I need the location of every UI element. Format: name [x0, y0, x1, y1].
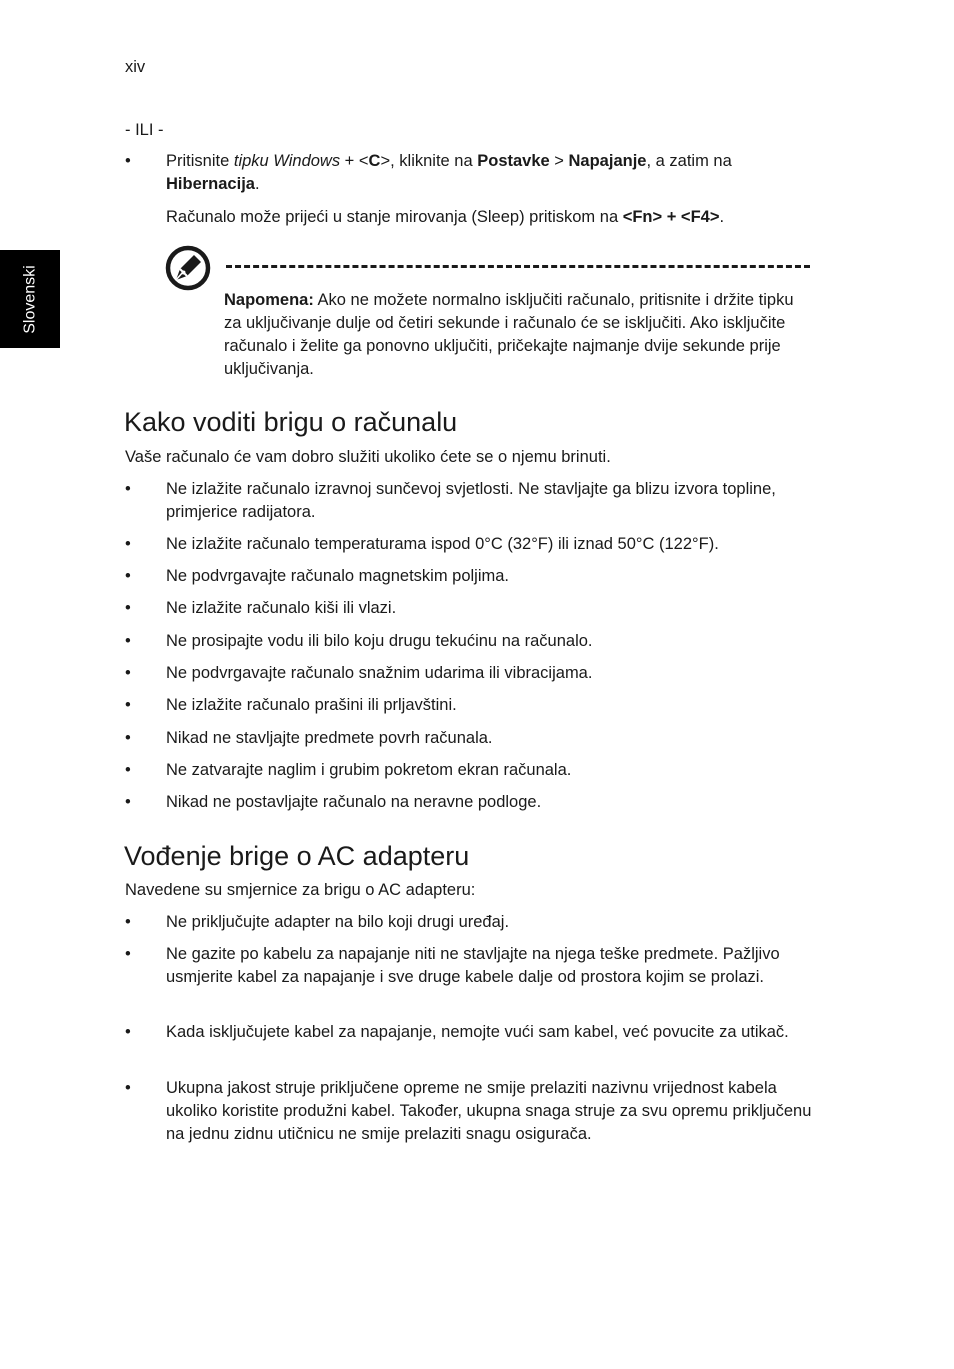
list-item-text: Ne zatvarajte naglim i grubim pokretom ekran računala.: [166, 761, 572, 779]
list-item-text: Ukupna jakost struje priključene opreme ne smije prelaziti nazivnu vrijednost kabela ukoliko koristite produžni kabel. Također, ukupna snaga struje za svu opremu priključenu na jednu zidnu utičnicu ne smije prelaziti snagu osigurača.: [166, 1079, 812, 1143]
hibernate-text-run: C: [368, 152, 381, 170]
list-item-text: Ne priključujte adapter na bilo koji drugi uređaj.: [166, 913, 510, 931]
bullet: •: [125, 1079, 131, 1097]
sleep-text: Računalo može prijeći u stanje mirovanja (Sleep) pritiskom na: [166, 208, 623, 226]
list-item-text: Ne izlažite računalo izravnoj sunčevoj svjetlosti. Ne stavljajte ga blizu izvora topline, primjerice radijatora.: [166, 480, 776, 521]
or-separator: - ILI -: [125, 121, 164, 139]
sleep-keys: <Fn> + <F4>: [622, 208, 720, 226]
list-item: [125, 791, 815, 814]
hibernate-text-run: >: [549, 152, 569, 170]
list-item: [125, 694, 815, 717]
list-item-text: Ne prosipajte vodu ili bilo koju drugu tekućinu na računalo.: [166, 632, 593, 650]
note-divider: [226, 265, 810, 268]
sleep-instruction: [166, 206, 816, 229]
hibernate-text-run: , a zatim na: [646, 152, 732, 170]
bullet: •: [125, 1023, 131, 1041]
hibernate-text-run: Postavke: [477, 152, 550, 170]
list-item: [125, 630, 815, 653]
list-item: [125, 1077, 815, 1146]
list-item: [125, 727, 815, 750]
language-tab: [0, 250, 60, 348]
list-item: [125, 1021, 815, 1044]
bullet: •: [125, 913, 131, 931]
hibernate-text-run: Pritisnite: [166, 152, 234, 170]
section-intro-ac-adapter: Navedene su smjernice za brigu o AC adapteru:: [125, 881, 476, 899]
section-heading-computer-care: Kako voditi brigu o računalu: [124, 407, 458, 437]
bullet: •: [125, 567, 131, 585]
bullet: •: [125, 632, 131, 650]
note-pen-icon: [164, 244, 212, 292]
bullet: •: [125, 761, 131, 779]
list-item: [125, 565, 815, 588]
sleep-end: .: [719, 208, 725, 226]
note-label: Napomena:: [224, 291, 314, 309]
note-body: Ako ne možete normalno isključiti računalo, pritisnite i držite tipku za uključivanje dulje od četiri sekunde i računalo će se isključiti. Ako isključite računalo i želite ga ponovno uključiti, pričekajte najmanje dvije sekunde prije uključivanja.: [224, 291, 794, 378]
bullet: •: [125, 599, 131, 617]
list-item-text: Nikad ne stavljajte predmete povrh računala.: [166, 729, 493, 747]
bullet: •: [125, 696, 131, 714]
section-heading-ac-adapter: Vođenje brige o AC adapteru: [124, 841, 470, 871]
bullet: •: [125, 664, 131, 682]
hibernate-text-run: + <: [340, 152, 369, 170]
list-item: [125, 759, 815, 782]
hibernate-text-run: .: [254, 175, 260, 193]
bullet: •: [125, 480, 131, 498]
hibernate-instruction: [125, 150, 815, 196]
language-tab-label: Slovenski: [21, 264, 39, 334]
note-text: [224, 289, 814, 381]
list-item: [125, 911, 815, 934]
list-item-text: Ne izlažite računalo kiši ili vlazi.: [166, 599, 397, 617]
list-item-text: Ne izlažite računalo temperaturama ispod 0°C (32°F) ili iznad 50°C (122°F).: [166, 535, 719, 553]
page-number: xiv: [125, 58, 146, 76]
bullet: •: [125, 152, 131, 170]
hibernate-text: [166, 150, 815, 196]
list-item-text: Ne podvrgavajte računalo magnetskim poljima.: [166, 567, 510, 585]
list-item: [125, 533, 815, 556]
list-item-text: Kada isključujete kabel za napajanje, nemojte vući sam kabel, već povucite za utikač.: [166, 1023, 789, 1041]
list-item: [125, 943, 815, 989]
hibernate-text-run: Hibernacija: [166, 175, 255, 193]
list-item-text: Nikad ne postavljajte računalo na neravne podloge.: [166, 793, 542, 811]
list-item-text: Ne izlažite računalo prašini ili prljavštini.: [166, 696, 457, 714]
hibernate-text-run: tipku Windows: [233, 152, 341, 170]
list-item-text: Ne gazite po kabelu za napajanje niti ne stavljajte na njega teške predmete. Pažljivo usmjerite kabel za napajanje i sve druge kabele dalje od prostora kojim se prolazi.: [166, 945, 780, 986]
bullet: •: [125, 729, 131, 747]
list-item: [125, 662, 815, 685]
list-item-text: Ne podvrgavajte računalo snažnim udarima ili vibracijama.: [166, 664, 593, 682]
list-item: [125, 478, 815, 524]
hibernate-text-run: Napajanje: [568, 152, 647, 170]
section-intro-computer-care: Vaše računalo će vam dobro služiti ukoliko ćete se o njemu brinuti.: [125, 448, 611, 466]
bullet: •: [125, 793, 131, 811]
bullet: •: [125, 535, 131, 553]
hibernate-text-run: >, kliknite na: [380, 152, 478, 170]
bullet: •: [125, 945, 131, 963]
list-item: [125, 597, 815, 620]
